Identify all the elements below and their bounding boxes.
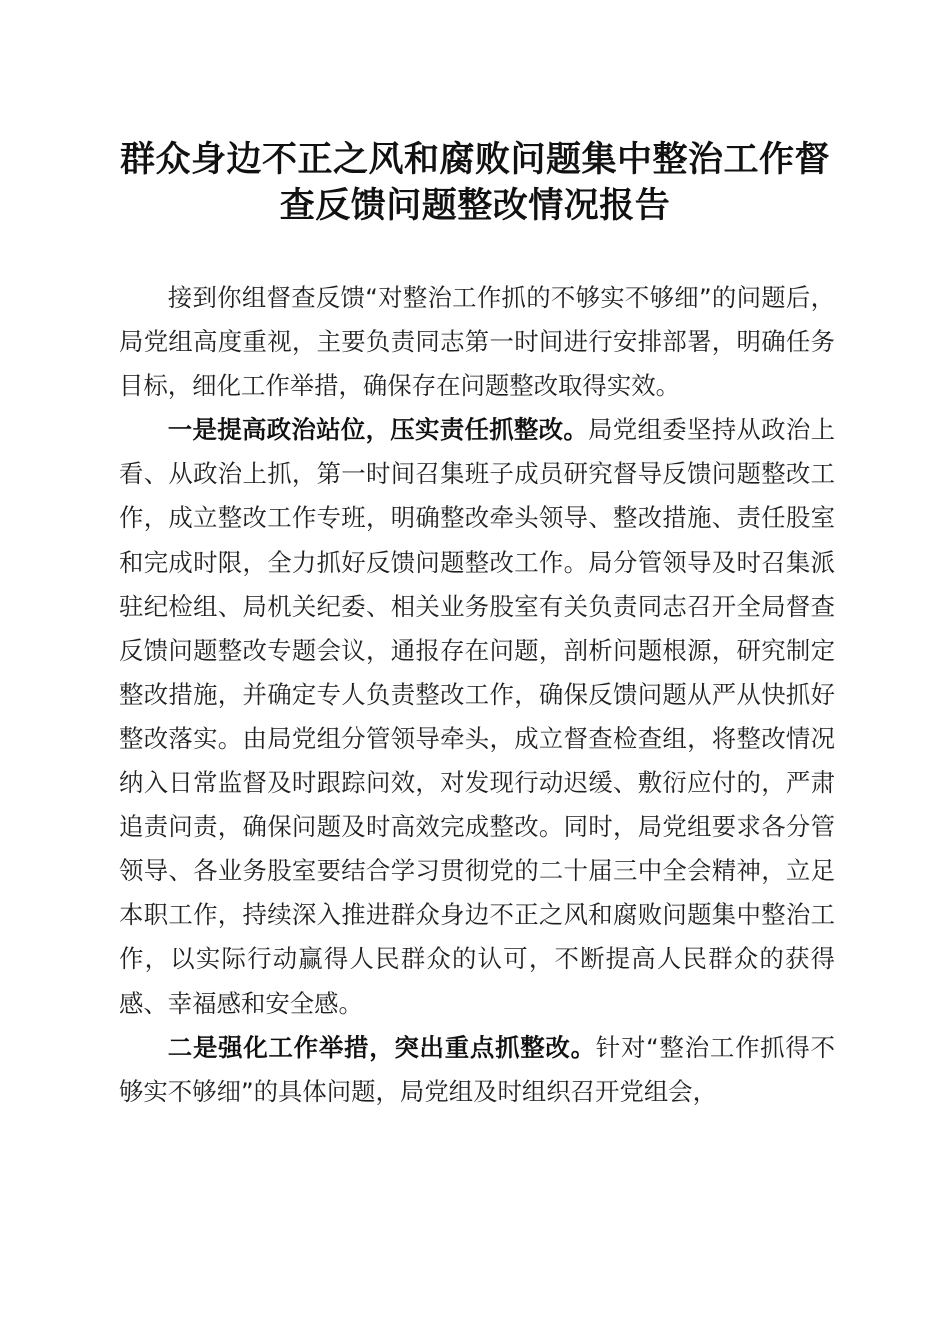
section-2-heading: 二是强化工作举措，突出重点抓整改。	[167, 1032, 596, 1062]
section-2-text: 针对“整治工作抓得不够实不够细”的具体问题，局党组及时组织召开党组会，	[119, 1032, 835, 1106]
document-body	[119, 276, 835, 1114]
section-1-heading: 一是提高政治站位，压实责任抓整改。	[167, 415, 589, 445]
intro-paragraph: 接到你组督查反馈“对整治工作抓的不够实不够细”的问题后，局党组高度重视，主要负责同志第一时间进行安排部署，明确任务目标，细化工作举措，确保存在问题整改取得实效。	[119, 283, 835, 401]
section-1-paragraph	[119, 408, 835, 1025]
section-2-paragraph	[119, 1026, 835, 1114]
document-title-line-2: 查反馈问题整改情况报告	[279, 185, 671, 226]
document-title-line-1: 群众身边不正之风和腐败问题集中整治工作督	[119, 139, 830, 180]
section-1-text: 局党组委坚持从政治上看、从政治上抓，第一时间召集班子成员研究督导反馈问题整改工作，成立整改工作专班，明确整改牵头领导、整改措施、责任股室和完成时限，全力抓好反馈问题整改工作。局分管领导及时召集派驻纪检组、局机关纪委、相关业务股室有关负责同志召开全局督查反馈问题整改专题会议，通报存在问题，剖析问题根源，研究制定整改措施，并确定专人负责整改工作，确保反馈问题从严从快抓好整改落实。由局党组分管领导牵头，成立督查检查组，将整改情况纳入日常监督及时跟踪问效，对发现行动迟缓、敷衍应付的，严肃追责问责，确保问题及时高效完成整改。同时，局党组要求各分管领导、各业务股室要结合学习贯彻党的二十届三中全会精神，立足本职工作，持续深入推进群众身边不正之风和腐败问题集中整治工作，以实际行动赢得人民群众的认可，不断提高人民群众的获得感、幸福感和安全感。	[119, 415, 835, 1018]
